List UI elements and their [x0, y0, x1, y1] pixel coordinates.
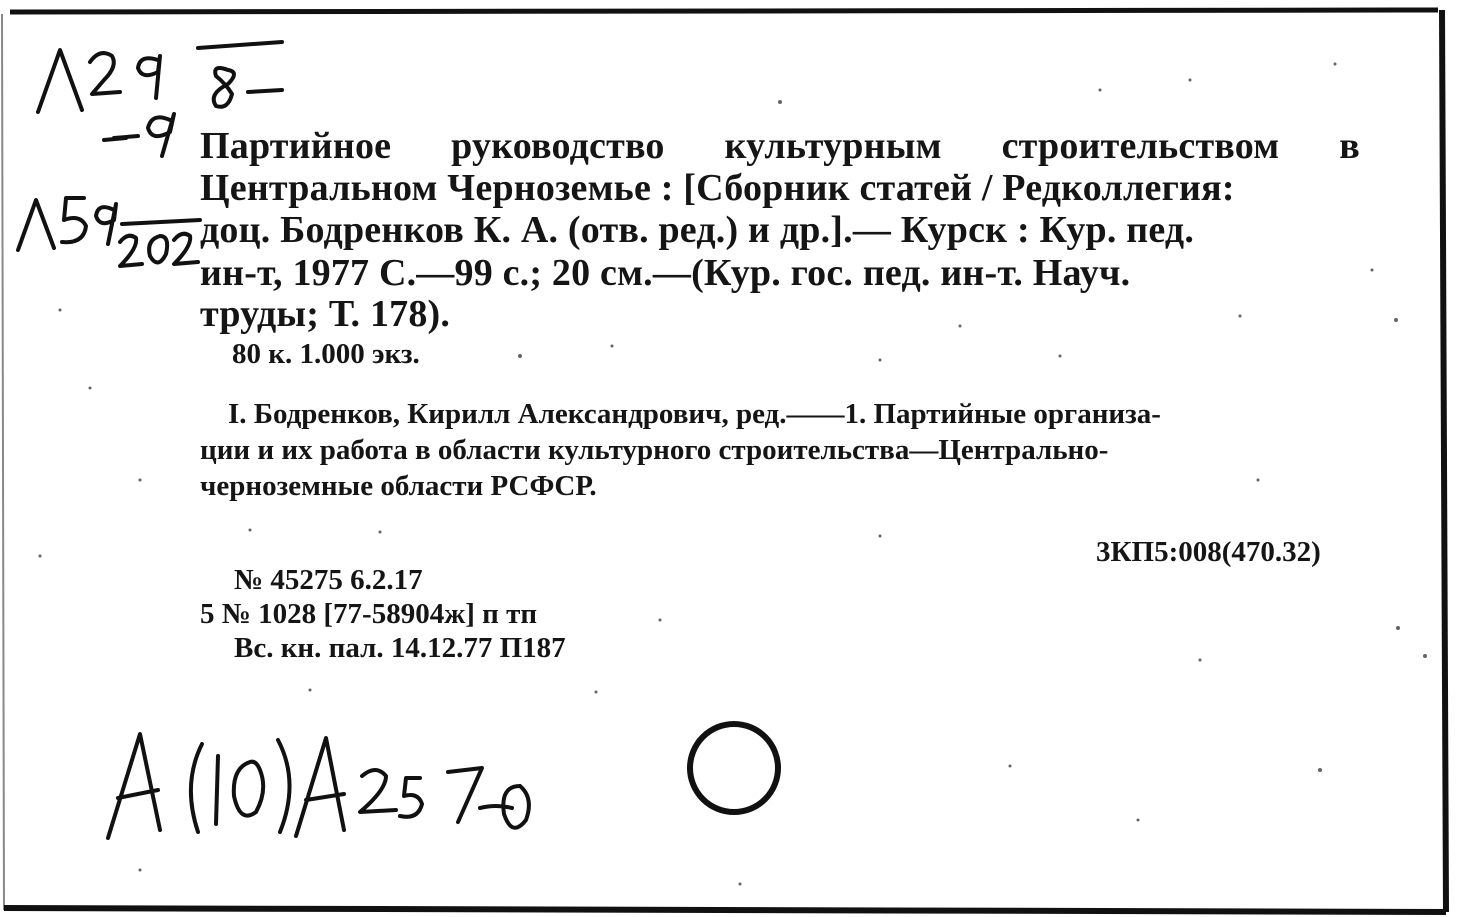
subject-line-1: I. Бодренков, Кирилл Александрович, ред.——1. Партийные организа- [228, 398, 1161, 430]
entry-title-text: Партийное руководство культурным строительством в [200, 125, 1360, 167]
entry-line-2: Центральном Черноземье : [Сборник статей / Редколлегия: [200, 167, 1235, 209]
footer-line-1: № 45275 6.2.17 [234, 564, 423, 596]
entry-line-3: доц. Бодренков К. А. (отв. ред.) и др.].— Курск : Кур. пед. [200, 209, 1195, 251]
handwritten-circle-mark [680, 712, 790, 822]
handwritten-shelfmark-left [10, 180, 210, 280]
entry-line-4: ин-т, 1977 С.—99 с.; 20 см.—(Кур. гос. пед. ин-т. Науч. [200, 252, 1131, 294]
handwritten-shelfmark-dash [100, 100, 200, 160]
subject-line-3: черноземные области РСФСР. [200, 470, 597, 502]
entry-line-5: труды; Т. 178). [200, 293, 451, 335]
footer-line-2: 5 № 1028 [77-58904ж] п тп [200, 598, 538, 630]
entry-line-1 [200, 124, 1360, 168]
classification-code: 3КП5:008(470.32) [1096, 536, 1321, 568]
footer-line-3: Вс. кн. пал. 14.12.77 П187 [234, 632, 566, 664]
subject-line-2: ции и их работа в области культурного строительства—Центрально- [200, 434, 1109, 466]
price-line: 80 к. 1.000 экз. [232, 338, 420, 370]
handwritten-inventory-number [100, 720, 580, 850]
